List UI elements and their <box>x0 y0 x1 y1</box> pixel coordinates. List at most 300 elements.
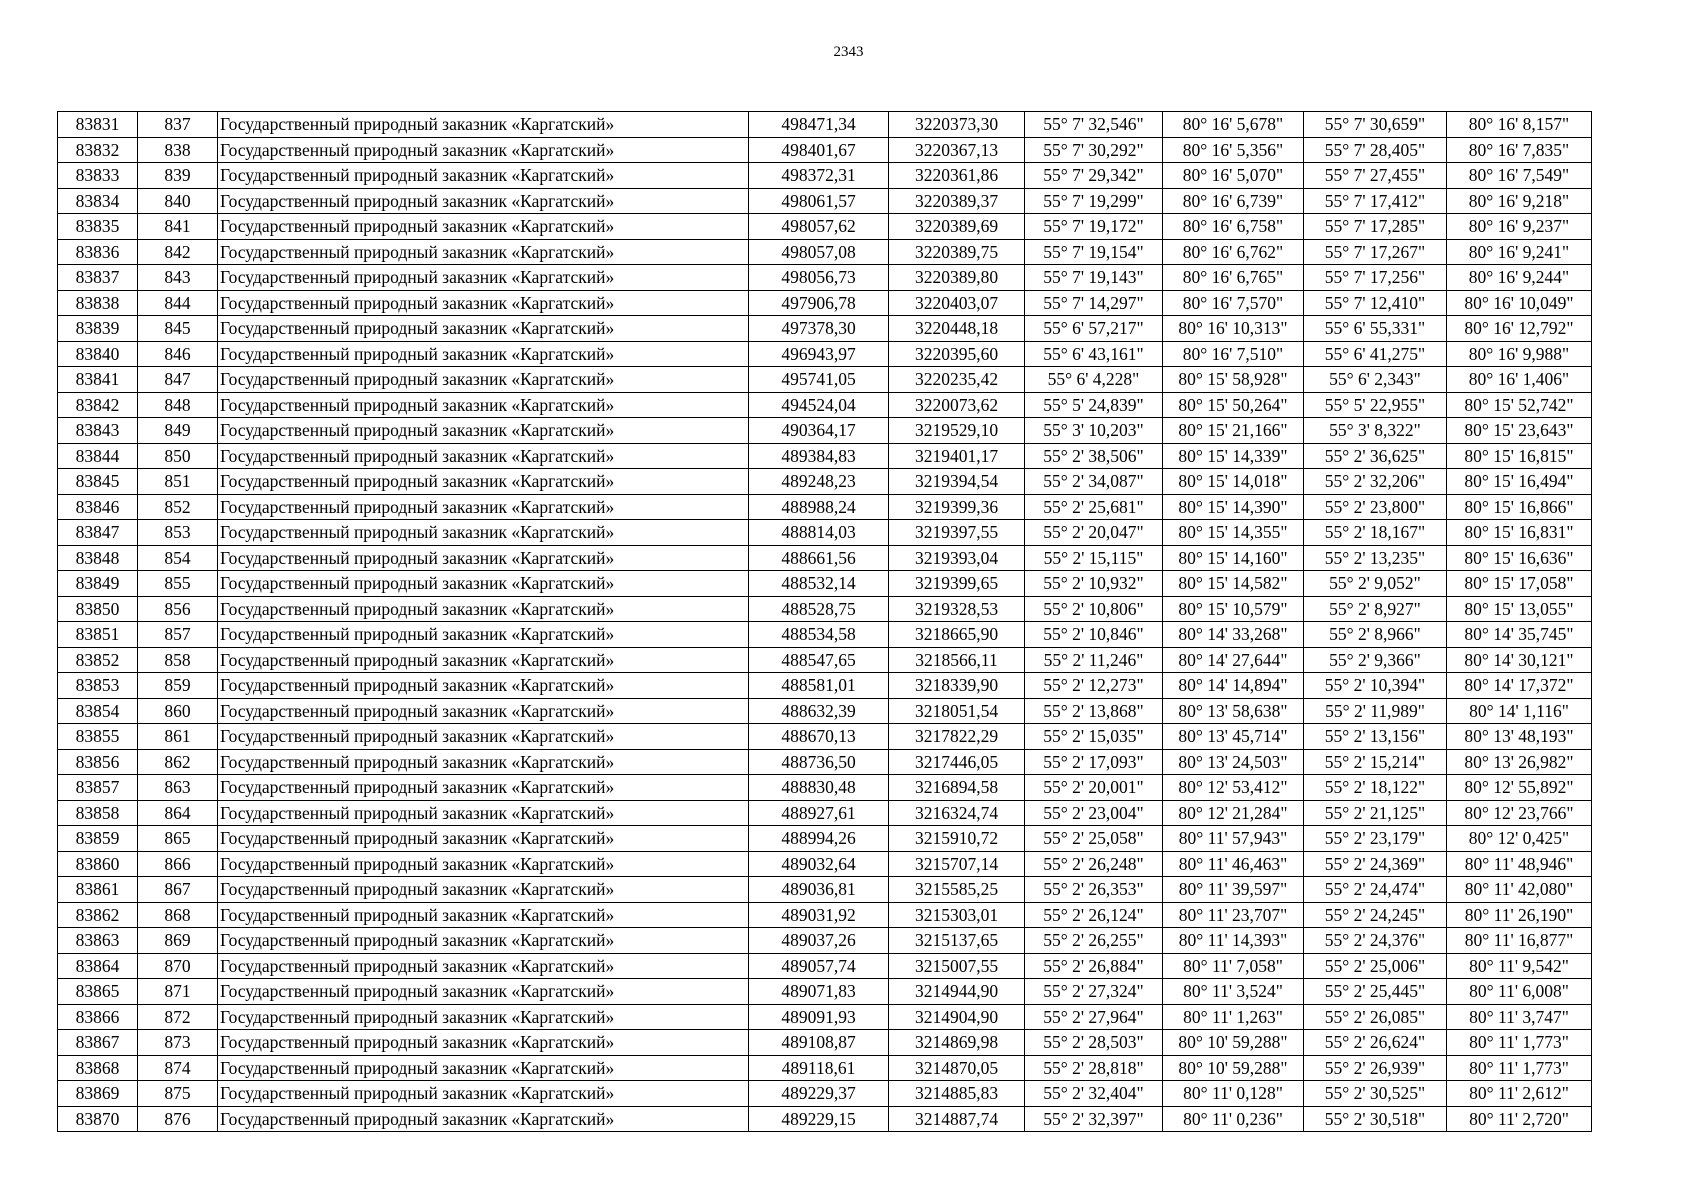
x-coordinate-cell: 497378,30 <box>749 316 889 342</box>
latitude-cell: 55° 2' 15,115" <box>1025 545 1163 571</box>
latitude-cell: 55° 2' 32,404" <box>1025 1081 1163 1107</box>
point-number-cell: 854 <box>138 545 218 571</box>
row-id-cell: 83857 <box>58 775 138 801</box>
row-id-cell: 83839 <box>58 316 138 342</box>
row-id-cell: 83853 <box>58 673 138 699</box>
x-coordinate-cell: 489036,81 <box>749 877 889 903</box>
y-coordinate-cell: 3214887,74 <box>889 1106 1025 1132</box>
longitude-alt-cell: 80° 11' 2,612" <box>1447 1081 1592 1107</box>
row-id-cell: 83864 <box>58 953 138 979</box>
object-name-cell: Государственный природный заказник «Каргатский» <box>218 851 749 877</box>
longitude-alt-cell: 80° 14' 17,372" <box>1447 673 1592 699</box>
row-id-cell: 83842 <box>58 392 138 418</box>
longitude-cell: 80° 14' 14,894" <box>1163 673 1304 699</box>
table-row <box>58 1081 1592 1107</box>
longitude-alt-cell: 80° 11' 9,542" <box>1447 953 1592 979</box>
object-name-cell: Государственный природный заказник «Каргатский» <box>218 775 749 801</box>
longitude-alt-cell: 80° 11' 48,946" <box>1447 851 1592 877</box>
table-row <box>58 571 1592 597</box>
table-row <box>58 214 1592 240</box>
point-number-cell: 864 <box>138 800 218 826</box>
point-number-cell: 860 <box>138 698 218 724</box>
longitude-alt-cell: 80° 11' 6,008" <box>1447 979 1592 1005</box>
object-name-cell: Государственный природный заказник «Каргатский» <box>218 443 749 469</box>
longitude-alt-cell: 80° 11' 1,773" <box>1447 1055 1592 1081</box>
y-coordinate-cell: 3219397,55 <box>889 520 1025 546</box>
latitude-alt-cell: 55° 2' 13,235" <box>1304 545 1447 571</box>
longitude-alt-cell: 80° 13' 48,193" <box>1447 724 1592 750</box>
table-row <box>58 316 1592 342</box>
object-name-cell: Государственный природный заказник «Каргатский» <box>218 137 749 163</box>
longitude-cell: 80° 16' 5,678" <box>1163 112 1304 138</box>
latitude-alt-cell: 55° 2' 8,966" <box>1304 622 1447 648</box>
point-number-cell: 870 <box>138 953 218 979</box>
latitude-cell: 55° 2' 34,087" <box>1025 469 1163 495</box>
latitude-cell: 55° 2' 26,248" <box>1025 851 1163 877</box>
longitude-alt-cell: 80° 15' 16,815" <box>1447 443 1592 469</box>
row-id-cell: 83834 <box>58 188 138 214</box>
object-name-cell: Государственный природный заказник «Каргатский» <box>218 622 749 648</box>
object-name-cell: Государственный природный заказник «Каргатский» <box>218 749 749 775</box>
table-row <box>58 928 1592 954</box>
longitude-cell: 80° 16' 7,510" <box>1163 341 1304 367</box>
y-coordinate-cell: 3220389,75 <box>889 239 1025 265</box>
y-coordinate-cell: 3220403,07 <box>889 290 1025 316</box>
object-name-cell: Государственный природный заказник «Каргатский» <box>218 596 749 622</box>
table-row <box>58 367 1592 393</box>
longitude-cell: 80° 16' 6,739" <box>1163 188 1304 214</box>
point-number-cell: 873 <box>138 1030 218 1056</box>
longitude-cell: 80° 16' 10,313" <box>1163 316 1304 342</box>
object-name-cell: Государственный природный заказник «Каргатский» <box>218 902 749 928</box>
longitude-cell: 80° 11' 23,707" <box>1163 902 1304 928</box>
point-number-cell: 872 <box>138 1004 218 1030</box>
longitude-cell: 80° 15' 14,018" <box>1163 469 1304 495</box>
row-id-cell: 83833 <box>58 163 138 189</box>
longitude-cell: 80° 11' 14,393" <box>1163 928 1304 954</box>
latitude-alt-cell: 55° 2' 11,989" <box>1304 698 1447 724</box>
x-coordinate-cell: 488927,61 <box>749 800 889 826</box>
longitude-cell: 80° 15' 10,579" <box>1163 596 1304 622</box>
y-coordinate-cell: 3217822,29 <box>889 724 1025 750</box>
latitude-cell: 55° 6' 57,217" <box>1025 316 1163 342</box>
longitude-cell: 80° 11' 3,524" <box>1163 979 1304 1005</box>
latitude-alt-cell: 55° 2' 23,800" <box>1304 494 1447 520</box>
table-body <box>58 112 1592 1132</box>
row-id-cell: 83841 <box>58 367 138 393</box>
latitude-cell: 55° 2' 26,124" <box>1025 902 1163 928</box>
latitude-cell: 55° 2' 27,324" <box>1025 979 1163 1005</box>
latitude-cell: 55° 2' 28,818" <box>1025 1055 1163 1081</box>
object-name-cell: Государственный природный заказник «Каргатский» <box>218 239 749 265</box>
latitude-alt-cell: 55° 2' 25,006" <box>1304 953 1447 979</box>
table-row <box>58 724 1592 750</box>
latitude-alt-cell: 55° 2' 15,214" <box>1304 749 1447 775</box>
latitude-alt-cell: 55° 6' 2,343" <box>1304 367 1447 393</box>
object-name-cell: Государственный природный заказник «Каргатский» <box>218 698 749 724</box>
longitude-alt-cell: 80° 16' 1,406" <box>1447 367 1592 393</box>
object-name-cell: Государственный природный заказник «Каргатский» <box>218 877 749 903</box>
longitude-cell: 80° 16' 5,356" <box>1163 137 1304 163</box>
x-coordinate-cell: 488528,75 <box>749 596 889 622</box>
table-row <box>58 163 1592 189</box>
row-id-cell: 83859 <box>58 826 138 852</box>
longitude-alt-cell: 80° 16' 7,549" <box>1447 163 1592 189</box>
longitude-cell: 80° 16' 7,570" <box>1163 290 1304 316</box>
x-coordinate-cell: 489031,92 <box>749 902 889 928</box>
row-id-cell: 83845 <box>58 469 138 495</box>
object-name-cell: Государственный природный заказник «Каргатский» <box>218 469 749 495</box>
x-coordinate-cell: 489071,83 <box>749 979 889 1005</box>
table-row <box>58 1106 1592 1132</box>
latitude-cell: 55° 7' 19,143" <box>1025 265 1163 291</box>
longitude-alt-cell: 80° 15' 16,636" <box>1447 545 1592 571</box>
table-row <box>58 494 1592 520</box>
table-row <box>58 545 1592 571</box>
y-coordinate-cell: 3215303,01 <box>889 902 1025 928</box>
longitude-cell: 80° 10' 59,288" <box>1163 1030 1304 1056</box>
longitude-alt-cell: 80° 11' 2,720" <box>1447 1106 1592 1132</box>
y-coordinate-cell: 3214904,90 <box>889 1004 1025 1030</box>
x-coordinate-cell: 498061,57 <box>749 188 889 214</box>
latitude-cell: 55° 2' 26,884" <box>1025 953 1163 979</box>
y-coordinate-cell: 3220373,30 <box>889 112 1025 138</box>
row-id-cell: 83863 <box>58 928 138 954</box>
latitude-alt-cell: 55° 2' 10,394" <box>1304 673 1447 699</box>
longitude-cell: 80° 16' 6,762" <box>1163 239 1304 265</box>
x-coordinate-cell: 498372,31 <box>749 163 889 189</box>
row-id-cell: 83855 <box>58 724 138 750</box>
longitude-alt-cell: 80° 15' 16,494" <box>1447 469 1592 495</box>
y-coordinate-cell: 3220389,37 <box>889 188 1025 214</box>
longitude-alt-cell: 80° 16' 7,835" <box>1447 137 1592 163</box>
point-number-cell: 859 <box>138 673 218 699</box>
point-number-cell: 871 <box>138 979 218 1005</box>
table-row <box>58 239 1592 265</box>
latitude-cell: 55° 7' 29,342" <box>1025 163 1163 189</box>
x-coordinate-cell: 490364,17 <box>749 418 889 444</box>
table-row <box>58 1055 1592 1081</box>
latitude-alt-cell: 55° 2' 18,122" <box>1304 775 1447 801</box>
point-number-cell: 875 <box>138 1081 218 1107</box>
latitude-alt-cell: 55° 2' 13,156" <box>1304 724 1447 750</box>
latitude-alt-cell: 55° 7' 17,412" <box>1304 188 1447 214</box>
object-name-cell: Государственный природный заказник «Каргатский» <box>218 571 749 597</box>
row-id-cell: 83867 <box>58 1030 138 1056</box>
longitude-alt-cell: 80° 16' 9,241" <box>1447 239 1592 265</box>
row-id-cell: 83847 <box>58 520 138 546</box>
longitude-alt-cell: 80° 15' 16,866" <box>1447 494 1592 520</box>
latitude-cell: 55° 2' 11,246" <box>1025 647 1163 673</box>
object-name-cell: Государственный природный заказник «Каргатский» <box>218 163 749 189</box>
longitude-alt-cell: 80° 14' 35,745" <box>1447 622 1592 648</box>
y-coordinate-cell: 3219328,53 <box>889 596 1025 622</box>
longitude-alt-cell: 80° 15' 13,055" <box>1447 596 1592 622</box>
longitude-alt-cell: 80° 11' 42,080" <box>1447 877 1592 903</box>
y-coordinate-cell: 3218665,90 <box>889 622 1025 648</box>
latitude-alt-cell: 55° 2' 32,206" <box>1304 469 1447 495</box>
y-coordinate-cell: 3219399,65 <box>889 571 1025 597</box>
y-coordinate-cell: 3217446,05 <box>889 749 1025 775</box>
latitude-alt-cell: 55° 2' 26,939" <box>1304 1055 1447 1081</box>
x-coordinate-cell: 489229,37 <box>749 1081 889 1107</box>
y-coordinate-cell: 3214885,83 <box>889 1081 1025 1107</box>
latitude-cell: 55° 2' 17,093" <box>1025 749 1163 775</box>
row-id-cell: 83840 <box>58 341 138 367</box>
x-coordinate-cell: 498056,73 <box>749 265 889 291</box>
latitude-alt-cell: 55° 2' 36,625" <box>1304 443 1447 469</box>
latitude-alt-cell: 55° 2' 30,525" <box>1304 1081 1447 1107</box>
longitude-alt-cell: 80° 11' 16,877" <box>1447 928 1592 954</box>
object-name-cell: Государственный природный заказник «Каргатский» <box>218 647 749 673</box>
point-number-cell: 874 <box>138 1055 218 1081</box>
object-name-cell: Государственный природный заказник «Каргатский» <box>218 1106 749 1132</box>
row-id-cell: 83865 <box>58 979 138 1005</box>
x-coordinate-cell: 489248,23 <box>749 469 889 495</box>
x-coordinate-cell: 496943,97 <box>749 341 889 367</box>
longitude-cell: 80° 11' 46,463" <box>1163 851 1304 877</box>
table-row <box>58 443 1592 469</box>
longitude-cell: 80° 15' 50,264" <box>1163 392 1304 418</box>
latitude-alt-cell: 55° 2' 26,624" <box>1304 1030 1447 1056</box>
row-id-cell: 83848 <box>58 545 138 571</box>
latitude-cell: 55° 2' 15,035" <box>1025 724 1163 750</box>
latitude-cell: 55° 7' 19,299" <box>1025 188 1163 214</box>
longitude-alt-cell: 80° 12' 23,766" <box>1447 800 1592 826</box>
y-coordinate-cell: 3219393,04 <box>889 545 1025 571</box>
point-number-cell: 837 <box>138 112 218 138</box>
object-name-cell: Государственный природный заказник «Каргатский» <box>218 316 749 342</box>
object-name-cell: Государственный природный заказник «Каргатский» <box>218 1030 749 1056</box>
longitude-cell: 80° 14' 33,268" <box>1163 622 1304 648</box>
latitude-alt-cell: 55° 2' 30,518" <box>1304 1106 1447 1132</box>
longitude-cell: 80° 15' 14,160" <box>1163 545 1304 571</box>
point-number-cell: 842 <box>138 239 218 265</box>
point-number-cell: 863 <box>138 775 218 801</box>
point-number-cell: 857 <box>138 622 218 648</box>
longitude-cell: 80° 15' 14,339" <box>1163 443 1304 469</box>
point-number-cell: 844 <box>138 290 218 316</box>
object-name-cell: Государственный природный заказник «Каргатский» <box>218 112 749 138</box>
y-coordinate-cell: 3220073,62 <box>889 392 1025 418</box>
y-coordinate-cell: 3219394,54 <box>889 469 1025 495</box>
x-coordinate-cell: 498401,67 <box>749 137 889 163</box>
table-row <box>58 188 1592 214</box>
y-coordinate-cell: 3214870,05 <box>889 1055 1025 1081</box>
latitude-cell: 55° 7' 30,292" <box>1025 137 1163 163</box>
object-name-cell: Государственный природный заказник «Каргатский» <box>218 367 749 393</box>
table-row <box>58 596 1592 622</box>
latitude-cell: 55° 7' 14,297" <box>1025 290 1163 316</box>
point-number-cell: 866 <box>138 851 218 877</box>
x-coordinate-cell: 488534,58 <box>749 622 889 648</box>
y-coordinate-cell: 3220395,60 <box>889 341 1025 367</box>
latitude-cell: 55° 7' 32,546" <box>1025 112 1163 138</box>
latitude-cell: 55° 2' 10,846" <box>1025 622 1163 648</box>
table-row <box>58 647 1592 673</box>
latitude-alt-cell: 55° 7' 17,256" <box>1304 265 1447 291</box>
latitude-alt-cell: 55° 7' 17,285" <box>1304 214 1447 240</box>
x-coordinate-cell: 489057,74 <box>749 953 889 979</box>
x-coordinate-cell: 488736,50 <box>749 749 889 775</box>
longitude-alt-cell: 80° 15' 52,742" <box>1447 392 1592 418</box>
latitude-cell: 55° 2' 12,273" <box>1025 673 1163 699</box>
longitude-alt-cell: 80° 11' 26,190" <box>1447 902 1592 928</box>
x-coordinate-cell: 489091,93 <box>749 1004 889 1030</box>
point-number-cell: 850 <box>138 443 218 469</box>
object-name-cell: Государственный природный заказник «Каргатский» <box>218 724 749 750</box>
y-coordinate-cell: 3218339,90 <box>889 673 1025 699</box>
latitude-alt-cell: 55° 2' 9,052" <box>1304 571 1447 597</box>
latitude-cell: 55° 7' 19,154" <box>1025 239 1163 265</box>
row-id-cell: 83850 <box>58 596 138 622</box>
point-number-cell: 847 <box>138 367 218 393</box>
longitude-cell: 80° 11' 0,236" <box>1163 1106 1304 1132</box>
longitude-cell: 80° 16' 6,765" <box>1163 265 1304 291</box>
latitude-alt-cell: 55° 2' 24,369" <box>1304 851 1447 877</box>
point-number-cell: 855 <box>138 571 218 597</box>
y-coordinate-cell: 3215707,14 <box>889 851 1025 877</box>
latitude-cell: 55° 2' 32,397" <box>1025 1106 1163 1132</box>
latitude-alt-cell: 55° 2' 8,927" <box>1304 596 1447 622</box>
table-row <box>58 520 1592 546</box>
object-name-cell: Государственный природный заказник «Каргатский» <box>218 290 749 316</box>
longitude-cell: 80° 11' 1,263" <box>1163 1004 1304 1030</box>
object-name-cell: Государственный природный заказник «Каргатский» <box>218 928 749 954</box>
y-coordinate-cell: 3215137,65 <box>889 928 1025 954</box>
row-id-cell: 83831 <box>58 112 138 138</box>
table-row <box>58 290 1592 316</box>
table-row <box>58 826 1592 852</box>
x-coordinate-cell: 488670,13 <box>749 724 889 750</box>
object-name-cell: Государственный природный заказник «Каргатский» <box>218 826 749 852</box>
table-row <box>58 1004 1592 1030</box>
object-name-cell: Государственный природный заказник «Каргатский» <box>218 979 749 1005</box>
row-id-cell: 83870 <box>58 1106 138 1132</box>
row-id-cell: 83843 <box>58 418 138 444</box>
longitude-cell: 80° 10' 59,288" <box>1163 1055 1304 1081</box>
x-coordinate-cell: 489118,61 <box>749 1055 889 1081</box>
table-row <box>58 137 1592 163</box>
y-coordinate-cell: 3214944,90 <box>889 979 1025 1005</box>
object-name-cell: Государственный природный заказник «Каргатский» <box>218 214 749 240</box>
latitude-cell: 55° 2' 26,255" <box>1025 928 1163 954</box>
latitude-alt-cell: 55° 2' 24,474" <box>1304 877 1447 903</box>
x-coordinate-cell: 497906,78 <box>749 290 889 316</box>
x-coordinate-cell: 489032,64 <box>749 851 889 877</box>
object-name-cell: Государственный природный заказник «Каргатский» <box>218 545 749 571</box>
x-coordinate-cell: 488988,24 <box>749 494 889 520</box>
longitude-alt-cell: 80° 15' 16,831" <box>1447 520 1592 546</box>
x-coordinate-cell: 498471,34 <box>749 112 889 138</box>
row-id-cell: 83849 <box>58 571 138 597</box>
point-number-cell: 862 <box>138 749 218 775</box>
object-name-cell: Государственный природный заказник «Каргатский» <box>218 1055 749 1081</box>
latitude-alt-cell: 55° 3' 8,322" <box>1304 418 1447 444</box>
row-id-cell: 83846 <box>58 494 138 520</box>
longitude-alt-cell: 80° 13' 26,982" <box>1447 749 1592 775</box>
point-number-cell: 846 <box>138 341 218 367</box>
x-coordinate-cell: 489037,26 <box>749 928 889 954</box>
x-coordinate-cell: 489108,87 <box>749 1030 889 1056</box>
longitude-alt-cell: 80° 16' 8,157" <box>1447 112 1592 138</box>
latitude-alt-cell: 55° 7' 30,659" <box>1304 112 1447 138</box>
point-number-cell: 853 <box>138 520 218 546</box>
longitude-alt-cell: 80° 14' 1,116" <box>1447 698 1592 724</box>
point-number-cell: 839 <box>138 163 218 189</box>
row-id-cell: 83838 <box>58 290 138 316</box>
row-id-cell: 83862 <box>58 902 138 928</box>
y-coordinate-cell: 3218566,11 <box>889 647 1025 673</box>
point-number-cell: 843 <box>138 265 218 291</box>
x-coordinate-cell: 494524,04 <box>749 392 889 418</box>
x-coordinate-cell: 498057,62 <box>749 214 889 240</box>
point-number-cell: 856 <box>138 596 218 622</box>
y-coordinate-cell: 3219529,10 <box>889 418 1025 444</box>
object-name-cell: Государственный природный заказник «Каргатский» <box>218 673 749 699</box>
y-coordinate-cell: 3220389,80 <box>889 265 1025 291</box>
object-name-cell: Государственный природный заказник «Каргатский» <box>218 265 749 291</box>
longitude-alt-cell: 80° 16' 9,244" <box>1447 265 1592 291</box>
object-name-cell: Государственный природный заказник «Каргатский» <box>218 953 749 979</box>
x-coordinate-cell: 498057,08 <box>749 239 889 265</box>
longitude-cell: 80° 13' 24,503" <box>1163 749 1304 775</box>
y-coordinate-cell: 3214869,98 <box>889 1030 1025 1056</box>
longitude-cell: 80° 15' 58,928" <box>1163 367 1304 393</box>
latitude-cell: 55° 2' 38,506" <box>1025 443 1163 469</box>
latitude-alt-cell: 55° 6' 55,331" <box>1304 316 1447 342</box>
x-coordinate-cell: 488532,14 <box>749 571 889 597</box>
latitude-cell: 55° 2' 10,806" <box>1025 596 1163 622</box>
latitude-cell: 55° 2' 10,932" <box>1025 571 1163 597</box>
y-coordinate-cell: 3220389,69 <box>889 214 1025 240</box>
row-id-cell: 83852 <box>58 647 138 673</box>
longitude-cell: 80° 11' 39,597" <box>1163 877 1304 903</box>
latitude-cell: 55° 6' 43,161" <box>1025 341 1163 367</box>
row-id-cell: 83860 <box>58 851 138 877</box>
point-number-cell: 858 <box>138 647 218 673</box>
point-number-cell: 867 <box>138 877 218 903</box>
y-coordinate-cell: 3220367,13 <box>889 137 1025 163</box>
longitude-alt-cell: 80° 12' 0,425" <box>1447 826 1592 852</box>
table-row <box>58 265 1592 291</box>
row-id-cell: 83851 <box>58 622 138 648</box>
object-name-cell: Государственный природный заказник «Каргатский» <box>218 418 749 444</box>
longitude-alt-cell: 80° 15' 17,058" <box>1447 571 1592 597</box>
x-coordinate-cell: 489384,83 <box>749 443 889 469</box>
x-coordinate-cell: 488994,26 <box>749 826 889 852</box>
table-row <box>58 622 1592 648</box>
table-row <box>58 1030 1592 1056</box>
latitude-alt-cell: 55° 7' 27,455" <box>1304 163 1447 189</box>
latitude-cell: 55° 2' 13,868" <box>1025 698 1163 724</box>
table-row <box>58 749 1592 775</box>
longitude-alt-cell: 80° 14' 30,121" <box>1447 647 1592 673</box>
longitude-alt-cell: 80° 16' 12,792" <box>1447 316 1592 342</box>
point-number-cell: 849 <box>138 418 218 444</box>
page-number: 2343 <box>833 44 864 60</box>
longitude-alt-cell: 80° 11' 3,747" <box>1447 1004 1592 1030</box>
x-coordinate-cell: 488632,39 <box>749 698 889 724</box>
latitude-alt-cell: 55° 6' 41,275" <box>1304 341 1447 367</box>
longitude-cell: 80° 15' 14,582" <box>1163 571 1304 597</box>
latitude-cell: 55° 2' 28,503" <box>1025 1030 1163 1056</box>
latitude-alt-cell: 55° 2' 21,125" <box>1304 800 1447 826</box>
x-coordinate-cell: 488830,48 <box>749 775 889 801</box>
point-number-cell: 848 <box>138 392 218 418</box>
point-number-cell: 861 <box>138 724 218 750</box>
longitude-cell: 80° 15' 21,166" <box>1163 418 1304 444</box>
